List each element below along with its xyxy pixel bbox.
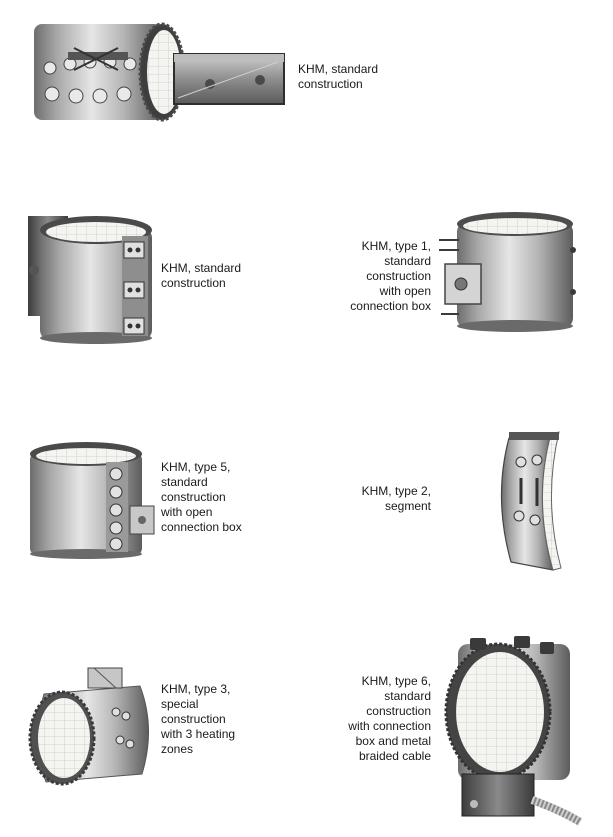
caption-khm-standard-1: KHM, standard construction [298,62,379,91]
caption-khm-type2: KHM, type 2, segment [361,484,431,513]
caption-khm-type3: KHM, type 3, special construction with 3 heating zones [161,682,236,756]
band-heater-segment-icon [491,428,581,574]
caption-khm-type6: KHM, type 6, standard construction with connection box and metal braided cable [348,674,431,763]
band-heater-with-cover-plate-icon [28,18,290,128]
caption-khm-type5: KHM, type 5, standard construction with open connection box [161,460,242,534]
caption-khm-standard-2: KHM, standard construction [161,261,242,290]
band-heater-type6-braided-cable-icon [436,634,584,824]
band-heater-standard-icon [26,210,158,346]
band-heater-type5-icon [26,440,158,560]
band-heater-3-zones-icon [24,664,160,790]
band-heater-type1-icon [437,210,579,336]
caption-khm-type1: KHM, type 1, standard construction with open connection box [350,239,431,313]
